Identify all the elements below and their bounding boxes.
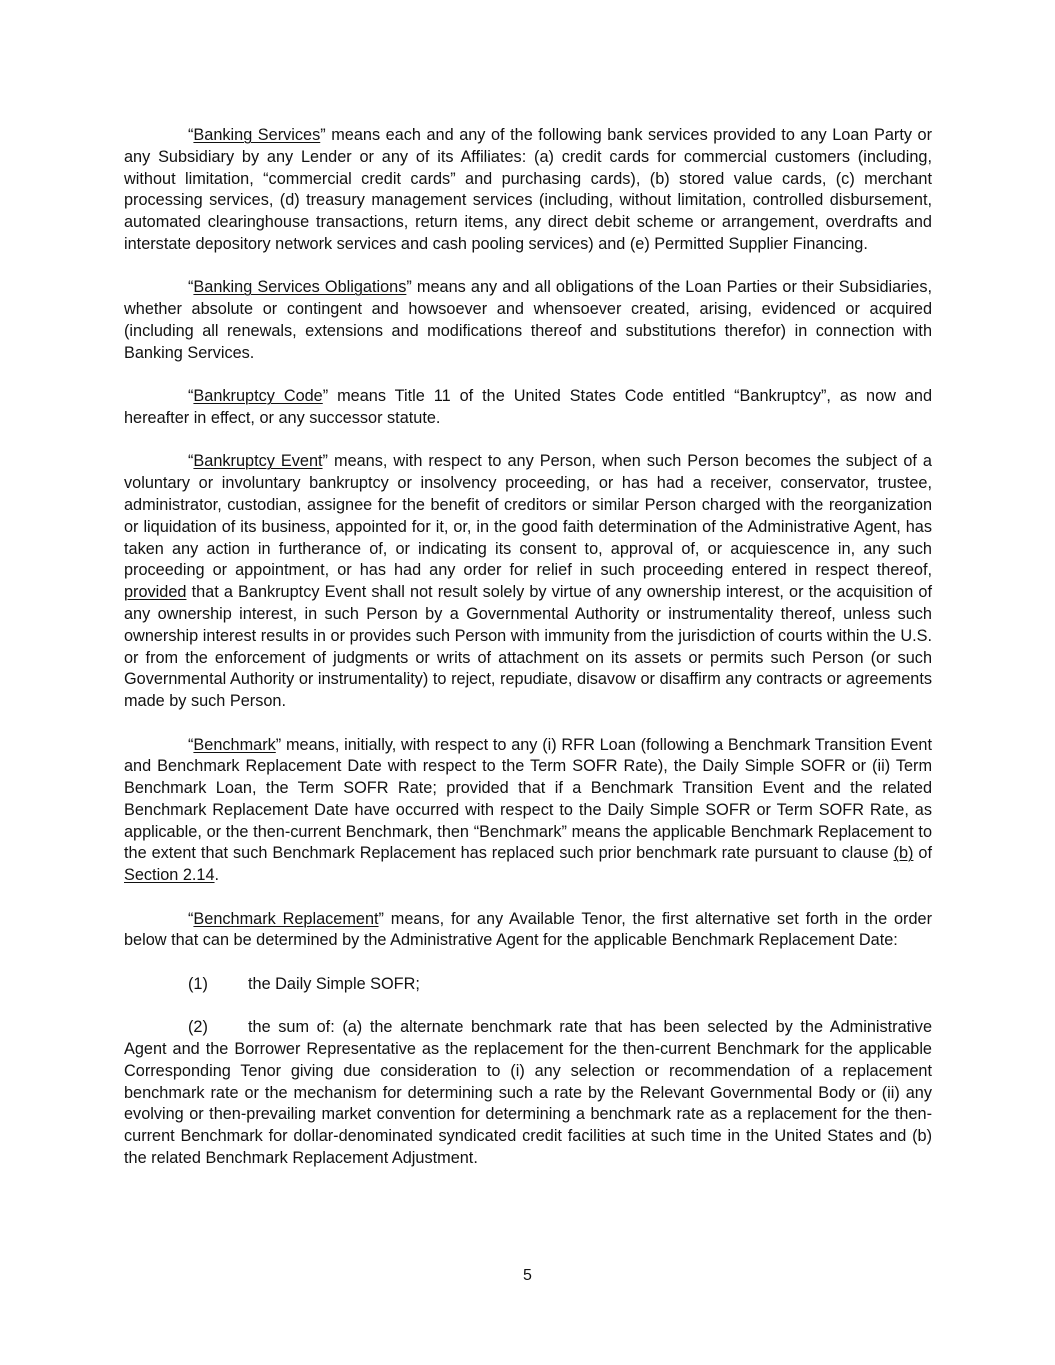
definition-benchmark xyxy=(124,735,932,888)
list-item xyxy=(124,974,932,996)
page-number: 5 xyxy=(523,1267,532,1284)
end-punctuation: . xyxy=(214,866,220,885)
provided-term: provided xyxy=(124,583,187,602)
open-quote: “ xyxy=(188,735,194,754)
definition-bankruptcy-event xyxy=(124,451,932,713)
defined-term: Bankruptcy Code xyxy=(193,387,323,406)
defined-term: Benchmark xyxy=(193,735,276,754)
open-quote: “ xyxy=(188,126,194,144)
list-item-text: the sum of: (a) the alternate benchmark rate that has been selected by the Administrative Agent and the Borrower Representative as the replacement for the then-current Benchmark for the applicable Corresponding Tenor giving due consideration to (i) any selection or recommendation of a replacement benchmark rate or the mechanism for determining such a rate by the Relevant Governmental Body or (ii) any evolving or then-prevailing market convention for determining a benchmark rate as a replacement for the then-current Benchmark for dollar-denominated syndicated credit facilities at such time in the United States and (b) the related Benchmark Replacement Adjustment. xyxy=(124,1018,932,1168)
open-quote: “ xyxy=(188,909,194,928)
definition-banking-services-obligations xyxy=(124,277,932,364)
definition-text: ” means, initially, with respect to any (i) RFR Loan (following a Benchmark Transition Event and Benchmark Replacement Date with respect to the Term SOFR Rate), the Daily Simple SOFR or (ii) Term Benchmark Loan, the Term SOFR Rate; provided that if a Benchmark Transition Event and the related Benchmark Replacement Date have occurred with respect to the Daily Simple SOFR or Term SOFR Rate, as applicable, or the then-current Benchmark, then “Benchmark” means the applicable Benchmark Replacement to the extent that such Benchmark Replacement has replaced such prior benchmark rate pursuant to clause xyxy=(124,735,932,863)
defined-term: Bankruptcy Event xyxy=(193,452,323,471)
definition-text-continued: that a Bankruptcy Event shall not result solely by virtue of any ownership interest, or the acquisition of any ownership interest, in such Person by a Governmental Authority or instrumentality thereof, unless such ownership interest results in or provides such Person with immunity from the jurisdiction of courts within the U.S. or from the enforcement of judgments or writs of attachment on its assets or permits such Person (or such Governmental Authority or instrumentality) to reject, repudiate, disavow or disaffirm any contracts or agreements made by such Person. xyxy=(124,583,932,711)
defined-term: Banking Services Obligations xyxy=(193,278,407,297)
definition-benchmark-replacement xyxy=(124,909,932,953)
definition-text: ” means, for any Available Tenor, the first alternative set forth in the order below that can be determined by the Administrative Agent for the applicable Benchmark Replacement Date: xyxy=(124,909,932,950)
open-quote: “ xyxy=(188,387,194,406)
definition-banking-services xyxy=(124,125,932,256)
clause-reference: (b) xyxy=(893,844,914,863)
open-quote: “ xyxy=(188,278,194,297)
list-item-text: the Daily Simple SOFR; xyxy=(248,974,420,993)
definition-bankruptcy-code xyxy=(124,386,932,430)
definition-text: ” means, with respect to any Person, when such Person becomes the subject of a voluntary or involuntary bankruptcy or insolvency proceeding, or has had a receiver, conservator, trustee, administrator, custodian, assignee for the benefit of creditors or similar Person charged with the reorganization or liquidation of its business, appointed for it, or, in the good faith determination of the Administrative Agent, has taken any action in furtherance of, or indicating its consent to, approval of, or acquiescence in, any such proceeding or appointment, or has had any order for relief in such proceeding entered in respect thereof, xyxy=(124,452,932,580)
open-quote: “ xyxy=(188,452,194,471)
connector-text: of xyxy=(913,844,932,863)
list-item xyxy=(124,1017,932,1170)
defined-term: Benchmark Replacement xyxy=(193,909,379,928)
section-reference: Section 2.14 xyxy=(124,866,215,885)
list-item-number: (1) xyxy=(188,974,208,993)
definition-text: ” means any and all obligations of the Loan Parties or their Subsidiaries, whether absolute or contingent and howsoever and whensoever created, arising, evidenced or acquired (including all renewals, extensions and modifications thereof and substitutions therefor) in connection with Banking Services. xyxy=(124,278,932,362)
definition-text: ” means each and any of the following bank services provided to any Loan Party or any Subsidiary by any Lender or any of its Affiliates: (a) credit cards for commercial customers (including, without limitation, “commercial credit cards” and purchasing cards), (b) stored value cards, (c) merchant processing services, (d) treasury management services (including, without limitation, controlled disbursement, automated clearinghouse transactions, return items, any direct debit scheme or arrangement, overdrafts and interstate depository network services and cash pooling services) and (e) Permitted Supplier Financing. xyxy=(124,126,933,253)
defined-term: Banking Services xyxy=(193,126,321,144)
list-item-number: (2) xyxy=(188,1018,208,1037)
document-page xyxy=(124,125,932,1191)
definition-text: ” means Title 11 of the United States Code entitled “Bankruptcy”, as now and hereafter in effect, or any successor statute. xyxy=(124,387,932,427)
